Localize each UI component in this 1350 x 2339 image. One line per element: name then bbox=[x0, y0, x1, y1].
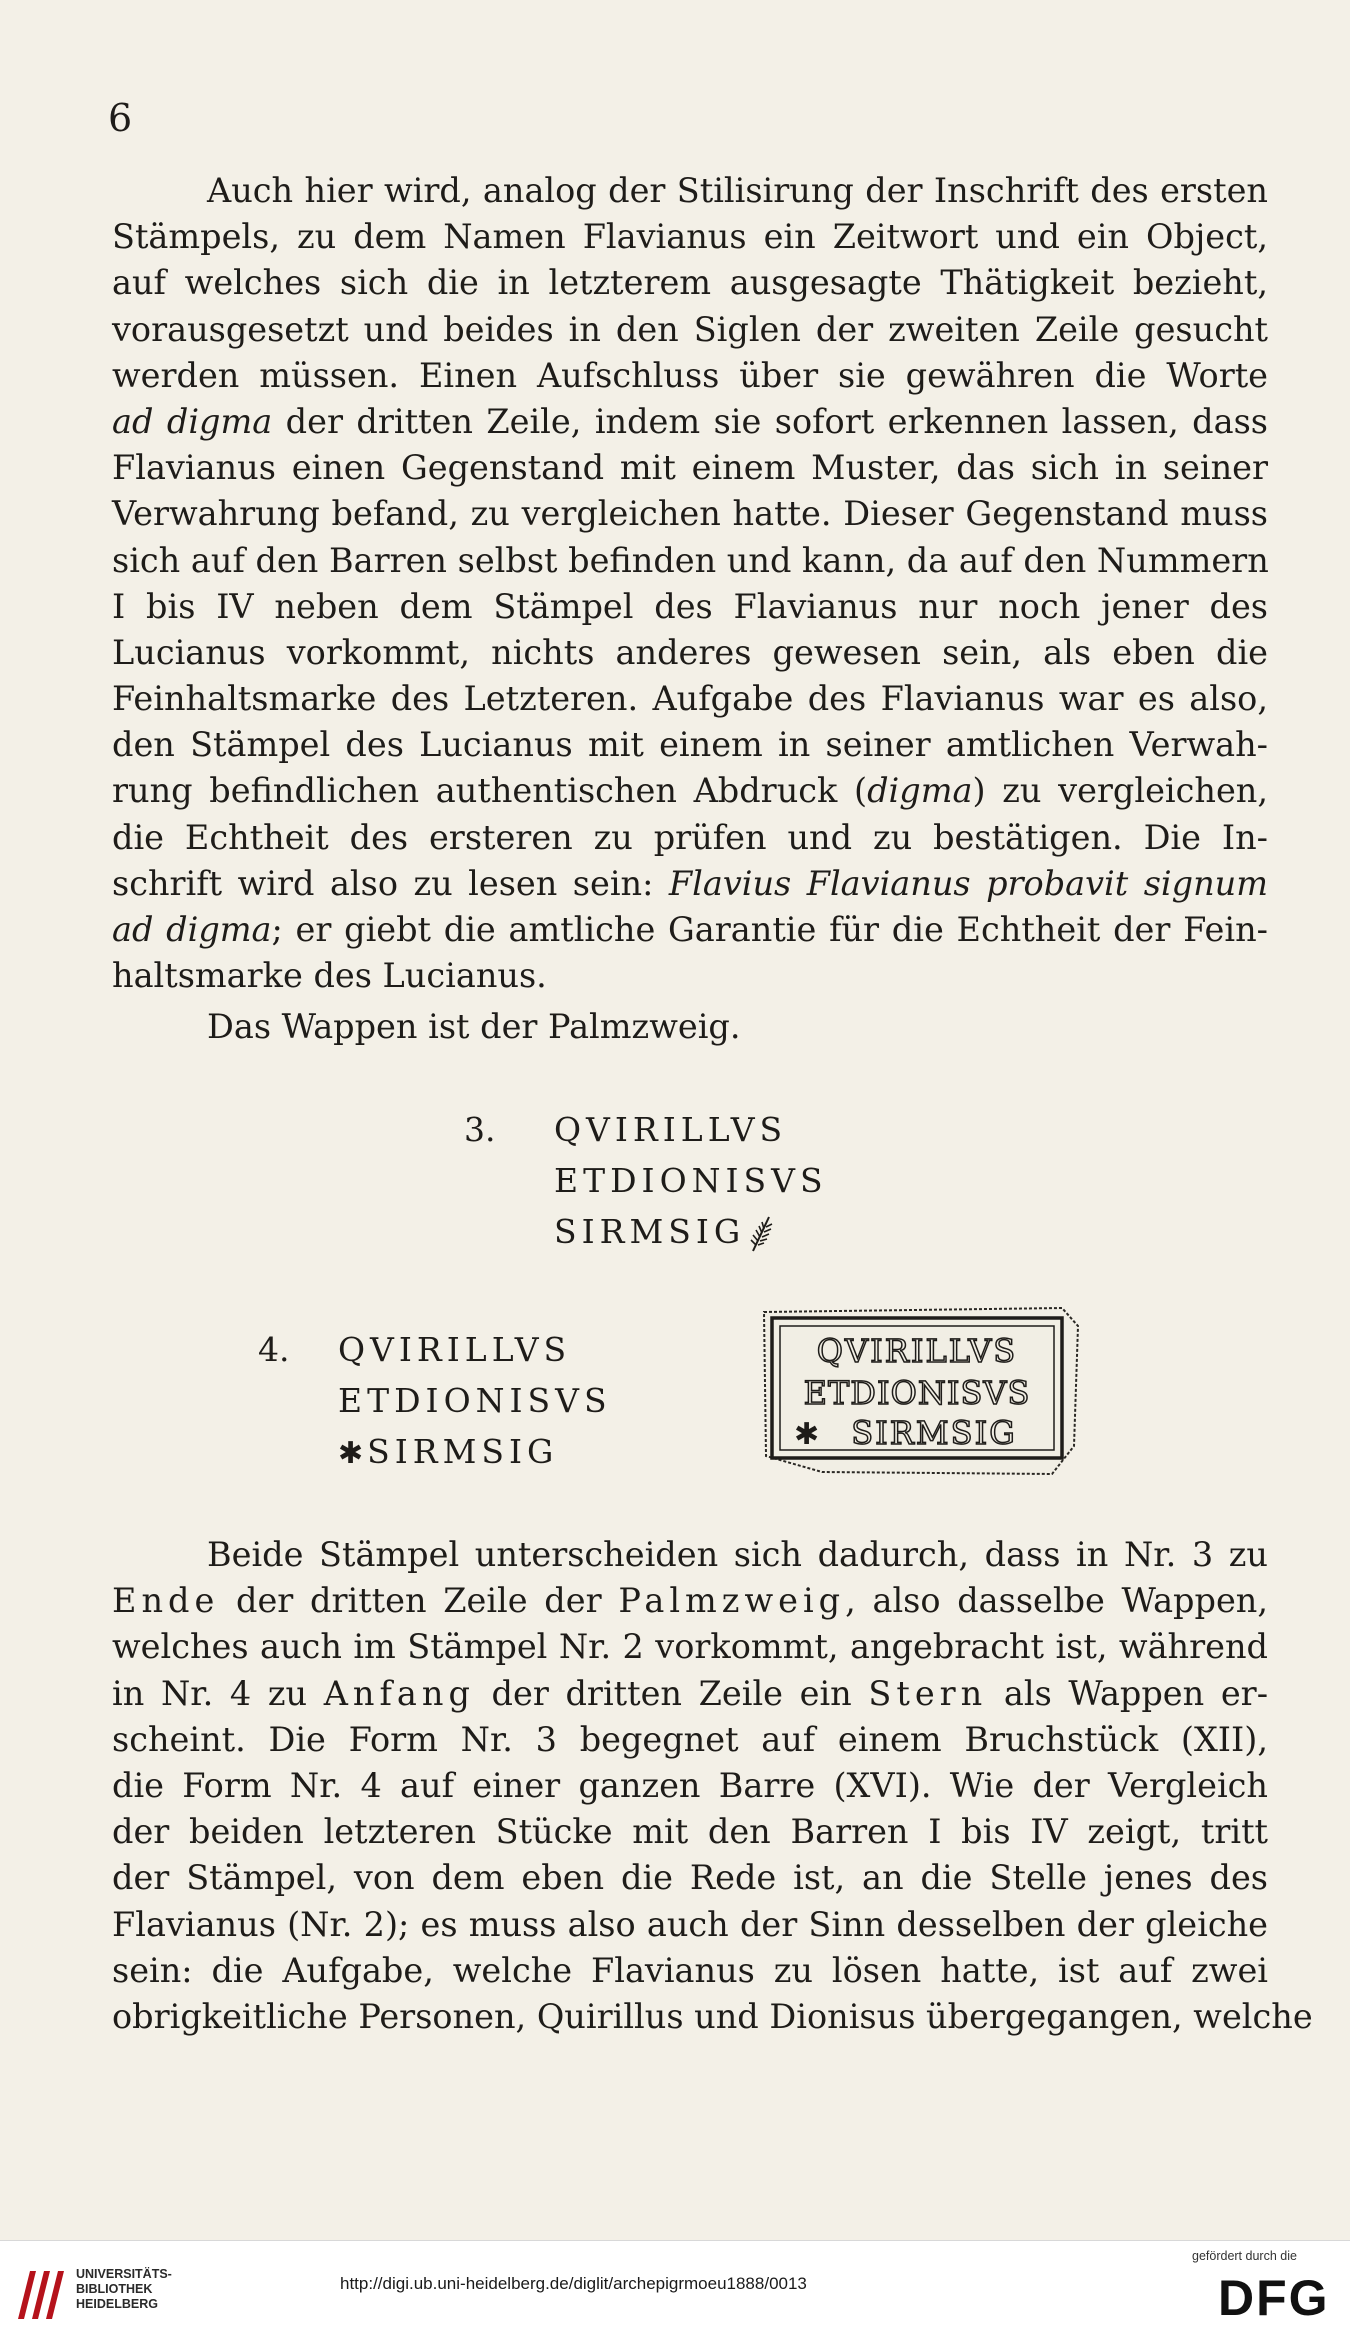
paragraph-1-line: sich auf den Barren selbst befinden und kann, da auf den Nummern bbox=[112, 540, 1269, 580]
svg-text:SIRMSIG: SIRMSIG bbox=[851, 1414, 1017, 1452]
paragraph-1-line: vorausgesetzt und beides in den Siglen der zweiten Zeile gesucht bbox=[112, 309, 1268, 349]
paragraph-2-line: Das Wappen ist der Palmzweig. bbox=[207, 1007, 741, 1046]
paragraph-1-line: Stämpels, zu dem Namen Flavianus ein Zeitwort und ein Object, bbox=[112, 217, 1268, 257]
stamp-4-number: 4. bbox=[258, 1330, 290, 1369]
stamp-3-line-2: ETDIONISVS bbox=[554, 1161, 828, 1200]
paragraph-1-line: rung befindlichen authentischen Abdruck (digma) zu vergleichen, bbox=[112, 771, 1268, 811]
paragraph-1-line: Feinhaltsmarke des Letzteren. Aufgabe des Flavianus war es also, bbox=[112, 679, 1268, 719]
paragraph-3-line: sein: die Aufgabe, welche Flavianus zu lösen hatte, ist auf zwei bbox=[112, 1950, 1268, 1990]
stamp-4-line-1: QVIRILLVS bbox=[338, 1330, 572, 1369]
paragraph-1-line: haltsmarke des Lucianus. bbox=[112, 956, 547, 996]
university-library-name: UNIVERSITÄTS- BIBLIOTHEK HEIDELBERG bbox=[76, 2267, 172, 2311]
svg-text:QVIRILLVS: QVIRILLVS bbox=[816, 1332, 1018, 1370]
svg-text:✱: ✱ bbox=[794, 1417, 820, 1452]
paragraph-1-line: I bis IV neben dem Stämpel des Flavianus nur noch jener des bbox=[112, 586, 1268, 626]
stamp-4-line-3: SIRMSIG bbox=[367, 1432, 559, 1471]
paragraph-1 bbox=[112, 168, 1268, 999]
stamp-3-number: 3. bbox=[464, 1110, 496, 1149]
paragraph-3-line: die Form Nr. 4 auf einer ganzen Barre (XVI). Wie der Vergleich bbox=[112, 1765, 1268, 1805]
paragraph-1-line: Verwahrung befand, zu vergleichen hatte. Dieser Gegenstand muss bbox=[112, 494, 1268, 534]
paragraph-1-line: die Echtheit des ersteren zu prüfen und zu bestätigen. Die In- bbox=[112, 817, 1268, 857]
stamp-4-line-2: ETDIONISVS bbox=[338, 1381, 612, 1420]
paragraph-3-line: der Stämpel, von dem eben die Rede ist, an die Stelle jenes des bbox=[112, 1858, 1268, 1898]
paragraph-2 bbox=[112, 1004, 1268, 1050]
paragraph-1-line: ad digma der dritten Zeile, indem sie sofort erkennen lassen, dass bbox=[112, 401, 1268, 441]
paragraph-3-line: in Nr. 4 zu Anfang der dritten Zeile ein Stern als Wappen er- bbox=[112, 1673, 1269, 1713]
stamp-3-inscription bbox=[464, 1104, 828, 1257]
paragraph-3 bbox=[112, 1532, 1313, 2040]
stamp-impression-illustration bbox=[762, 1306, 1082, 1476]
dfg-logo: DFG bbox=[1218, 2270, 1330, 2326]
paragraph-1-line: ad digma; er giebt die amtliche Garantie für die Echtheit der Fein- bbox=[112, 910, 1268, 949]
paragraph-3-line: Ende der dritten Zeile der Palmzweig, also dasselbe Wappen, bbox=[112, 1581, 1268, 1621]
paragraph-3-line: welches auch im Stämpel Nr. 2 vorkommt, angebracht ist, während bbox=[112, 1627, 1268, 1667]
stamp-3-line-1: QVIRILLVS bbox=[554, 1110, 788, 1149]
paragraph-3-line: scheint. Die Form Nr. 3 begegnet auf einem Bruchstück (XII), bbox=[112, 1719, 1268, 1759]
stamp-4-inscription bbox=[258, 1324, 612, 1479]
paragraph-1-line: schrift wird also zu lesen sein: Flavius Flavianus probavit signum bbox=[112, 863, 1268, 903]
page-number: 6 bbox=[108, 96, 133, 140]
paragraph-3-line: Flavianus (Nr. 2); es muss also auch der Sinn desselben der gleiche bbox=[112, 1904, 1268, 1944]
paragraph-1-line: den Stämpel des Lucianus mit einem in seiner amtlichen Verwah- bbox=[112, 725, 1268, 765]
paragraph-1-line: werden müssen. Einen Aufschluss über sie gewähren die Worte bbox=[112, 355, 1268, 395]
stamp-3-line-3: SIRMSIG bbox=[554, 1212, 746, 1251]
svg-text:ETDIONISVS: ETDIONISVS bbox=[803, 1374, 1031, 1412]
footer-bar bbox=[0, 2240, 1350, 2339]
paragraph-1-line: auf welches sich die in letzterem ausgesagte Thätigkeit bezieht, bbox=[112, 263, 1268, 303]
source-url-link[interactable]: http://digi.ub.uni-heidelberg.de/diglit/archepigrmoeu1888/0013 bbox=[340, 2274, 807, 2293]
paragraph-1-line: Flavianus einen Gegenstand mit einem Muster, das sich in seiner bbox=[112, 448, 1268, 488]
sponsor-note: gefördert durch die bbox=[1192, 2249, 1297, 2263]
university-library-logo-icon bbox=[14, 2263, 68, 2323]
star-icon: ✱ bbox=[338, 1436, 364, 1471]
palm-branch-icon bbox=[749, 1213, 775, 1253]
paragraph-3-line: Beide Stämpel unterscheiden sich dadurch, dass in Nr. 3 zu bbox=[207, 1535, 1268, 1574]
paragraph-3-line: obrigkeitliche Personen, Quirillus und Dionisus übergegangen, welche bbox=[112, 1996, 1313, 2036]
paragraph-1-line: Lucianus vorkommt, nichts anderes gewesen sein, als eben die bbox=[112, 632, 1268, 672]
paragraph-3-line: der beiden letzteren Stücke mit den Barren I bis IV zeigt, tritt bbox=[112, 1812, 1268, 1852]
paragraph-1-line: Auch hier wird, analog der Stilisirung der Inschrift des ersten bbox=[207, 171, 1268, 210]
